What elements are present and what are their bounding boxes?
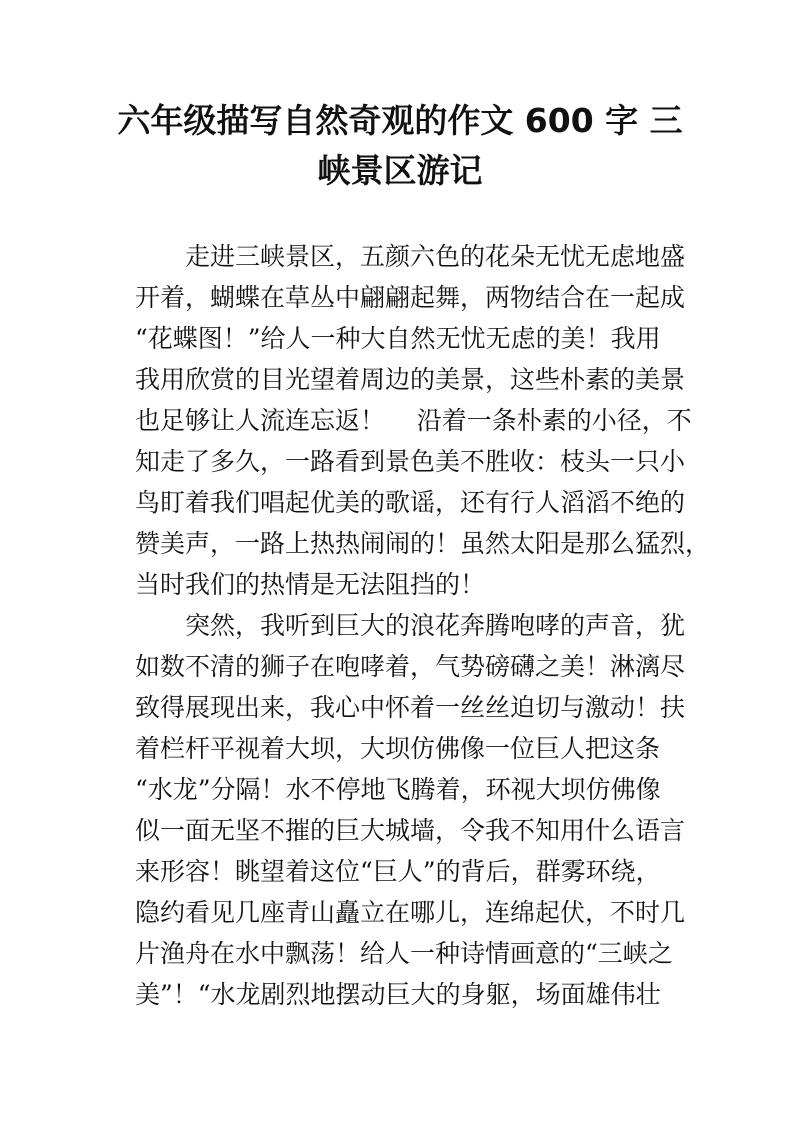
text-line: 致得展现出来，我心中怀着一丝丝迫切与激动！扶 [135, 693, 686, 722]
text-line: 赞美声，一路上热热闹闹的！虽然太阳是那么猛烈， [135, 529, 711, 558]
text-line: 似一面无坚不摧的巨大城墙，令我不知用什么语言 [135, 816, 686, 845]
page-title [0, 96, 800, 196]
text-line: 鸟盯着我们唱起优美的歌谣，还有行人滔滔不绝的 [135, 488, 686, 517]
text-line: 隐约看见几座青山矗立在哪儿，连绵起伏，不时几 [135, 898, 686, 927]
text-line: 着栏杆平视着大坝，大坝仿佛像一位巨人把这条 [135, 734, 661, 763]
text-line: “花蝶图！”给人一种大自然无忧无虑的美！我用 [135, 324, 661, 353]
essay-body [135, 236, 711, 1015]
text-line: 片渔舟在水中飘荡！给人一种诗情画意的“三峡之 [135, 939, 673, 968]
paragraph-1 [135, 236, 711, 605]
text-line: 知走了多久，一路看到景色美不胜收：枝头一只小 [135, 447, 686, 476]
title-line-2: 峡景区游记 [317, 151, 483, 190]
text-line: 来形容！眺望着这位“巨人”的背后，群雾环绕， [135, 857, 661, 886]
text-line: 走进三峡景区，五颜六色的花朵无忧无虑地盛 [185, 242, 686, 271]
text-line: 当时我们的热情是无法阻挡的！ [135, 570, 486, 599]
text-line: 如数不清的狮子在咆哮着，气势磅礴之美！淋漓尽 [135, 652, 686, 681]
text-line: 我用欣赏的目光望着周边的美景，这些朴素的美景 [135, 365, 686, 394]
title-line-1: 六年级描写自然奇观的作文 600 字 三 [117, 101, 683, 140]
text-line: 美”！“水龙剧烈地摆动巨大的身躯，场面雄伟壮 [135, 980, 661, 1009]
text-line: “水龙”分隔！水不停地飞腾着，环视大坝仿佛像 [135, 775, 661, 804]
text-line: 也足够让人流连忘返！ 沿着一条朴素的小径，不 [135, 406, 692, 435]
paragraph-2 [135, 605, 686, 1015]
text-line: 开着，蝴蝶在草丛中翩翩起舞，两物结合在一起成 [135, 283, 686, 312]
text-line: 突然，我听到巨大的浪花奔腾咆哮的声音，犹 [185, 611, 686, 640]
